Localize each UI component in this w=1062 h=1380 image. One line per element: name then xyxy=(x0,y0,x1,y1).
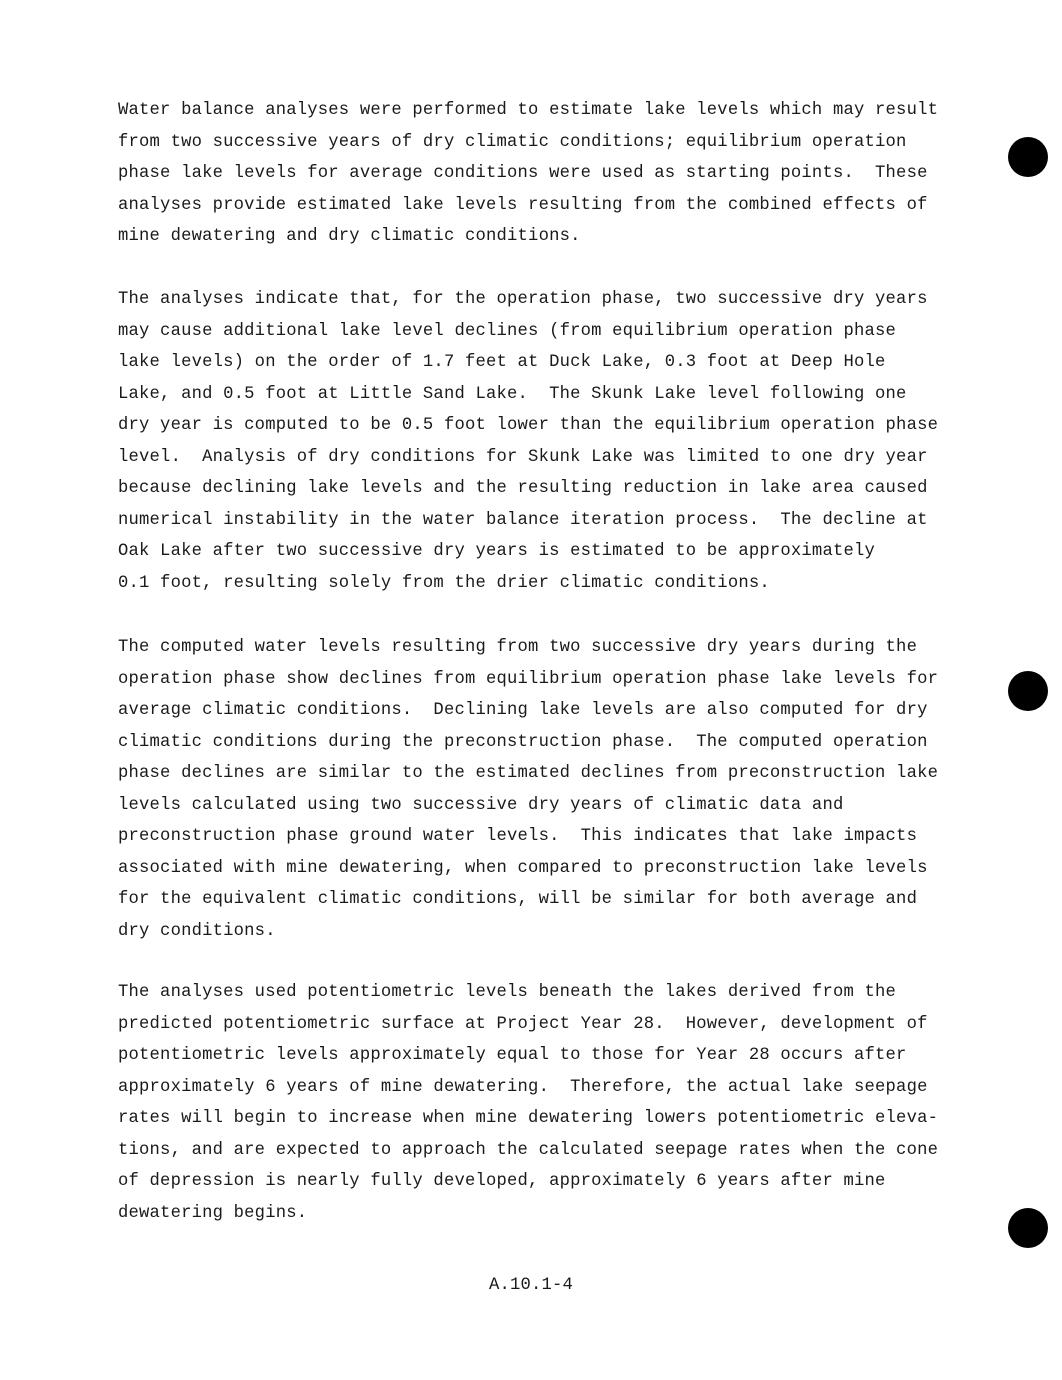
text-line: of depression is nearly fully developed, approximately 6 years after mine xyxy=(118,1172,886,1191)
text-line: dry conditions. xyxy=(118,921,276,941)
text-line: dewatering begins. xyxy=(118,1203,308,1223)
text-line: for the equivalent climatic conditions, will be similar for both average and xyxy=(118,890,918,909)
text-line: Lake, and 0.5 foot at Little Sand Lake. The Skunk Lake level following one xyxy=(118,384,907,404)
text-line: tions, and are expected to approach the calculated seepage rates when the cone xyxy=(118,1140,939,1160)
text-line: climatic conditions during the preconstruction phase. The computed operation xyxy=(118,732,928,752)
text-line: average climatic conditions. Declining lake levels are also computed for dry xyxy=(118,701,928,720)
paragraph-3 xyxy=(118,632,948,947)
text-line: Water balance analyses were performed to estimate lake levels which may result xyxy=(118,101,939,120)
text-line: potentiometric levels approximately equal to those for Year 28 occurs after xyxy=(118,1046,907,1065)
text-line: numerical instability in the water balance iteration process. The decline at xyxy=(118,510,928,530)
paragraph-1 xyxy=(118,95,948,253)
page-number: A.10.1-4 xyxy=(488,1276,574,1295)
text-line: associated with mine dewatering, when compared to preconstruction lake levels xyxy=(118,858,928,878)
text-line: preconstruction phase ground water levels. This indicates that lake impacts xyxy=(118,827,918,846)
text-line: levels calculated using two successive dry years of climatic data and xyxy=(118,795,844,815)
text-line: The analyses indicate that, for the operation phase, two successive dry years xyxy=(118,290,928,309)
text-line: phase declines are similar to the estimated declines from preconstruction lake xyxy=(118,764,939,783)
text-line: phase lake levels for average conditions were used as starting points. These xyxy=(118,164,928,183)
punch-hole xyxy=(1008,137,1048,177)
text-line: predicted potentiometric surface at Project Year 28. However, development of xyxy=(118,1014,928,1034)
punch-hole xyxy=(1008,1208,1048,1248)
text-line: approximately 6 years of mine dewatering. Therefore, the actual lake seepage xyxy=(118,1077,928,1097)
text-line: from two successive years of dry climatic conditions; equilibrium operation xyxy=(118,132,907,152)
text-line: analyses provide estimated lake levels resulting from the combined effects of xyxy=(118,195,928,215)
text-line: 0.1 foot, resulting solely from the drier climatic conditions. xyxy=(118,573,770,593)
text-line: level. Analysis of dry conditions for Skunk Lake was limited to one dry year xyxy=(118,447,928,467)
paragraph-2 xyxy=(118,284,948,599)
text-line: dry year is computed to be 0.5 foot lower than the equilibrium operation phase xyxy=(118,416,939,435)
text-line: lake levels) on the order of 1.7 feet at Duck Lake, 0.3 foot at Deep Hole xyxy=(118,353,886,372)
text-line: The computed water levels resulting from two successive dry years during the xyxy=(118,638,918,657)
text-line: operation phase show declines from equilibrium operation phase lake levels for xyxy=(118,669,939,689)
text-line: rates will begin to increase when mine dewatering lowers potentiometric eleva- xyxy=(118,1109,939,1128)
text-line: because declining lake levels and the resulting reduction in lake area caused xyxy=(118,479,928,498)
punch-hole xyxy=(1008,671,1048,711)
paragraph-4 xyxy=(118,977,948,1229)
text-line: may cause additional lake level declines (from equilibrium operation phase xyxy=(118,321,897,341)
text-line: mine dewatering and dry climatic conditions. xyxy=(118,227,581,246)
text-line: Oak Lake after two successive dry years is estimated to be approximately xyxy=(118,542,876,561)
text-line: The analyses used potentiometric levels beneath the lakes derived from the xyxy=(118,983,897,1002)
